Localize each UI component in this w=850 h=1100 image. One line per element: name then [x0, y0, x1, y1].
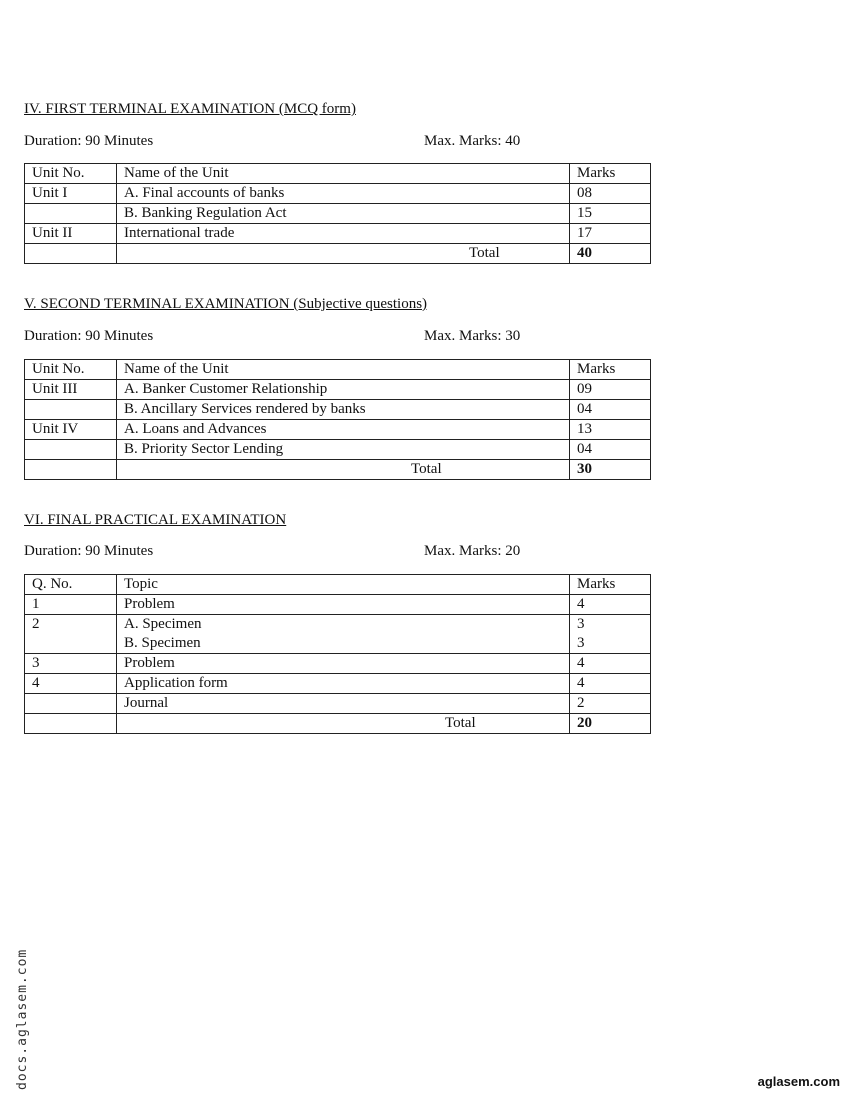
table-row	[25, 654, 651, 674]
topic-cell: Application form	[117, 674, 570, 694]
topic-cell: Problem	[117, 595, 570, 615]
section-vi-table	[24, 574, 651, 734]
table-row	[25, 694, 651, 714]
total-label-cell	[117, 244, 570, 264]
table-row	[25, 615, 651, 654]
topic-line-b: B. Specimen	[124, 635, 201, 651]
marks-cell: 4	[570, 674, 651, 694]
table-row	[25, 420, 651, 440]
section-vi-duration: Duration: 90 Minutes	[24, 543, 154, 559]
table-row	[25, 400, 651, 420]
marks-cell: 04	[570, 440, 651, 460]
table-row	[25, 380, 651, 400]
total-row	[25, 714, 651, 734]
topic-cell: Journal	[117, 694, 570, 714]
marks-cell: 13	[570, 420, 651, 440]
marks-cell: 4	[570, 595, 651, 615]
qno-cell: 2	[25, 615, 117, 654]
unit-cell	[25, 400, 117, 420]
table-header-row	[25, 360, 651, 380]
header-cell-marks: Marks	[570, 360, 651, 380]
table-header-row	[25, 575, 651, 595]
section-v-meta	[24, 328, 664, 348]
header-cell-marks: Marks	[570, 575, 651, 595]
section-v-duration: Duration: 90 Minutes	[24, 328, 154, 344]
marks-cell	[570, 615, 651, 654]
total-value: 20	[570, 714, 651, 734]
qno-cell: 1	[25, 595, 117, 615]
header-cell-unit: Unit No.	[25, 164, 117, 184]
section-v-table	[24, 359, 651, 480]
total-label: Total	[445, 715, 476, 731]
topic-cell: Problem	[117, 654, 570, 674]
header-cell-name: Name of the Unit	[117, 360, 570, 380]
total-empty-cell	[25, 714, 117, 734]
table-row	[25, 204, 651, 224]
table-row	[25, 224, 651, 244]
section-iv-meta	[24, 133, 664, 153]
name-cell: A. Banker Customer Relationship	[117, 380, 570, 400]
unit-cell: Unit I	[25, 184, 117, 204]
section-iv-table	[24, 163, 651, 264]
total-empty-cell	[25, 460, 117, 480]
qno-cell: 3	[25, 654, 117, 674]
name-cell: B. Banking Regulation Act	[117, 204, 570, 224]
marks-cell: 4	[570, 654, 651, 674]
header-cell-unit: Unit No.	[25, 360, 117, 380]
name-cell: B. Priority Sector Lending	[117, 440, 570, 460]
section-iv-heading: IV. FIRST TERMINAL EXAMINATION (MCQ form)	[24, 101, 356, 117]
marks-cell: 09	[570, 380, 651, 400]
total-row	[25, 460, 651, 480]
marks-cell: 15	[570, 204, 651, 224]
name-cell: International trade	[117, 224, 570, 244]
total-value: 30	[570, 460, 651, 480]
total-value: 40	[570, 244, 651, 264]
unit-cell	[25, 440, 117, 460]
unit-cell: Unit II	[25, 224, 117, 244]
total-label: Total	[411, 461, 442, 477]
total-label-cell	[117, 460, 570, 480]
corner-watermark: aglasem.com	[757, 1074, 840, 1089]
total-label: Total	[469, 245, 500, 261]
marks-cell: 08	[570, 184, 651, 204]
qno-cell: 4	[25, 674, 117, 694]
table-row	[25, 184, 651, 204]
section-vi-heading: VI. FINAL PRACTICAL EXAMINATION	[24, 512, 287, 528]
section-iv-max-marks: Max. Marks: 40	[424, 133, 521, 149]
section-vi-max-marks: Max. Marks: 20	[424, 543, 521, 559]
unit-cell: Unit III	[25, 380, 117, 400]
name-cell: B. Ancillary Services rendered by banks	[117, 400, 570, 420]
unit-cell	[25, 204, 117, 224]
section-v-heading: V. SECOND TERMINAL EXAMINATION (Subjective questions)	[24, 296, 428, 312]
total-row	[25, 244, 651, 264]
marks-line-a: 3	[577, 616, 585, 632]
section-vi-meta	[24, 543, 664, 563]
table-row	[25, 440, 651, 460]
name-cell: A. Loans and Advances	[117, 420, 570, 440]
section-iv-duration: Duration: 90 Minutes	[24, 133, 154, 149]
marks-cell: 17	[570, 224, 651, 244]
qno-cell	[25, 694, 117, 714]
header-cell-name: Name of the Unit	[117, 164, 570, 184]
header-cell-marks: Marks	[570, 164, 651, 184]
section-v-max-marks: Max. Marks: 30	[424, 328, 521, 344]
name-cell: A. Final accounts of banks	[117, 184, 570, 204]
topic-cell	[117, 615, 570, 654]
unit-cell: Unit IV	[25, 420, 117, 440]
table-row	[25, 674, 651, 694]
marks-cell: 2	[570, 694, 651, 714]
header-cell-qno: Q. No.	[25, 575, 117, 595]
table-header-row	[25, 164, 651, 184]
table-row	[25, 595, 651, 615]
total-empty-cell	[25, 244, 117, 264]
side-watermark: docs.aglasem.com	[15, 948, 30, 1090]
topic-line-a: A. Specimen	[124, 616, 202, 632]
total-label-cell	[117, 714, 570, 734]
header-cell-topic: Topic	[117, 575, 570, 595]
marks-line-b: 3	[577, 635, 585, 651]
marks-cell: 04	[570, 400, 651, 420]
